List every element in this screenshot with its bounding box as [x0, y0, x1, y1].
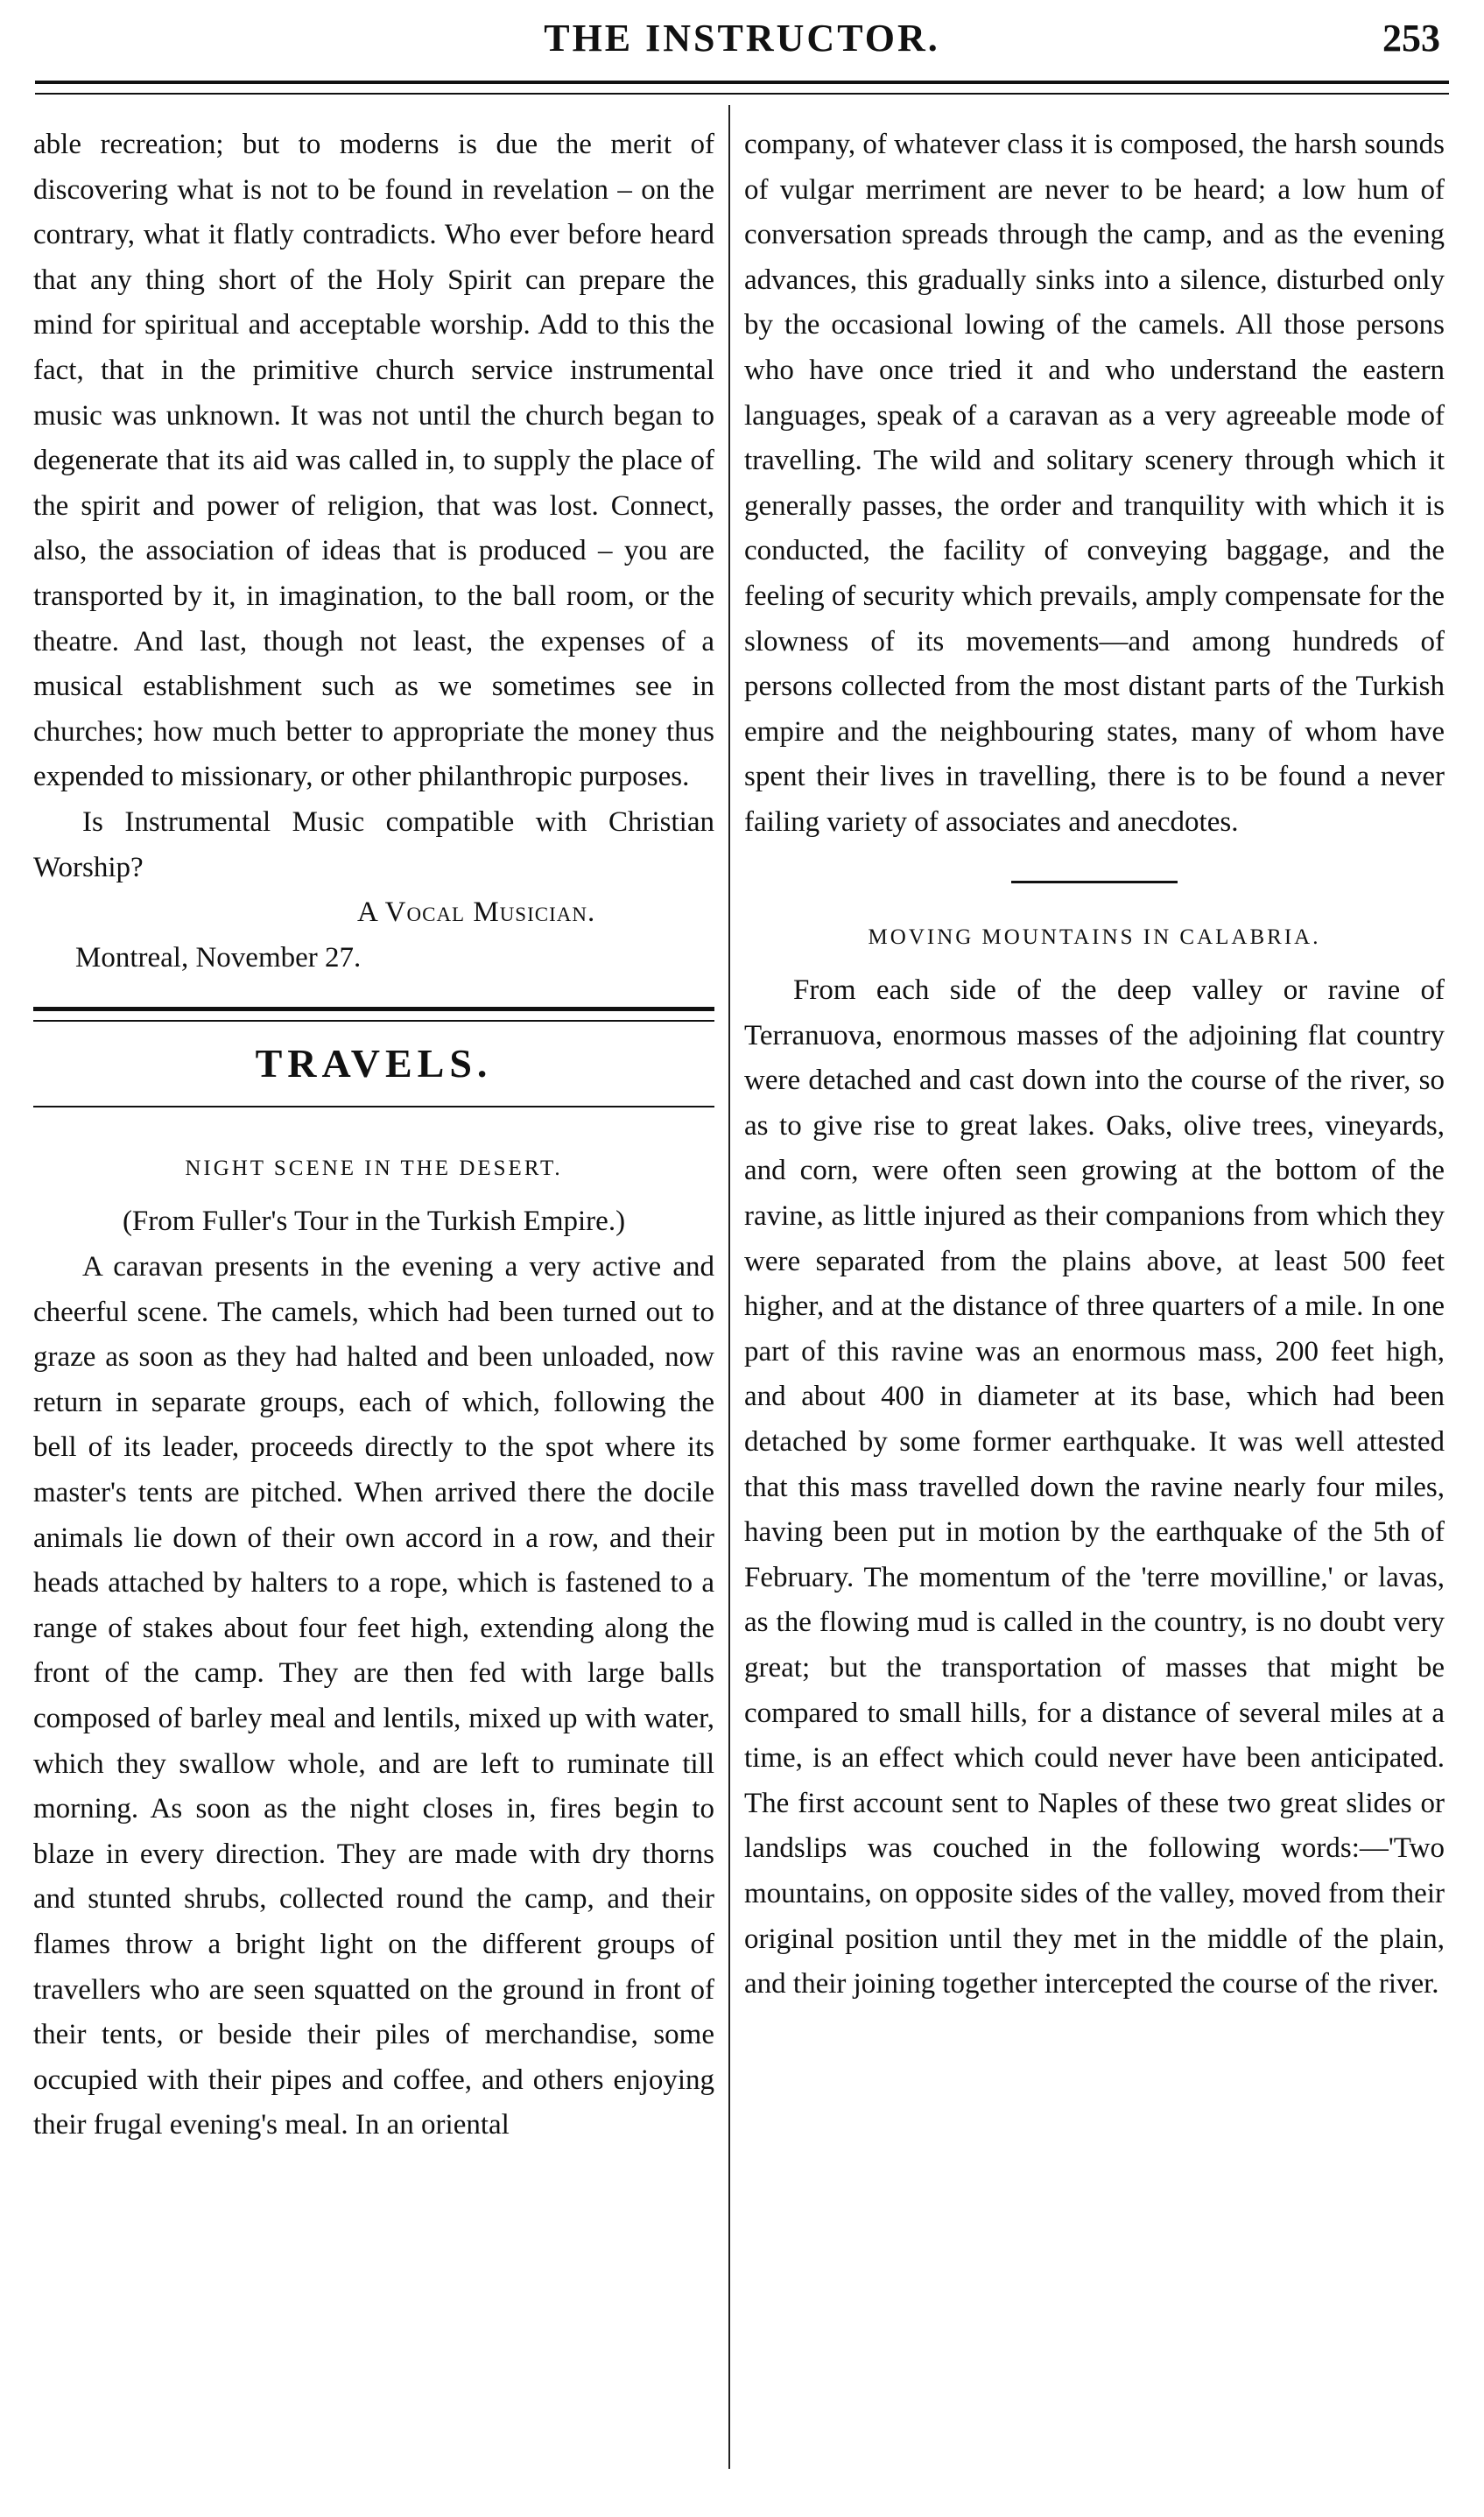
page-number: 253 — [1382, 17, 1440, 60]
article-subtitle: (From Fuller's Tour in the Turkish Empire.) — [122, 1206, 626, 1238]
section-underline — [33, 1106, 714, 1107]
section-rule — [33, 1007, 714, 1022]
article-body: From each side of the deep valley or ravine of Terranuova, enormous masses of the adjoining flat country were detached and cast down into the course of the river, so as to give rise to great lakes. Oaks, olive trees, vineyards, and corn, were often seen growing at the bottom of the ravine, as little injured as their companions from which they were separated from the plains above, at least 500 feet higher, and at the distance of three quarters of a mile. In one part of this ravine was an enormous mass, 200 feet high, and about 400 in diameter at its base, which had been detached by some former earthquake. It was well attested that this mass travelled down the ravine nearly four miles, having been put in motion by the earthquake of the 5th of February. The momentum of the 'terre movilline,' or lavas, as the flowing mud is called in the country, is no doubt very great; but the transportation of masses that might be compared to small hills, for a distance of several miles at a time, is an effect which could never have been anticipated. The first account sent to Naples of these two great slides or landslips was couched in the following words:—'Two mountains, on opposite sides of the valley, moved from their original position until they met in the middle of the plain, and their joining together intercepted the course of the river. — [744, 974, 1445, 2000]
left-column — [33, 123, 714, 2148]
masthead — [35, 16, 1449, 77]
column-divider — [728, 105, 730, 2469]
continued-paragraph: able recreation; but to moderns is due the merit of discovering what is not to be found in revelation – on the contrary, what it flatly contradicts. Who ever before heard that any thing short of the Holy Spirit can prepare the mind for spiritual and acceptable worship. Add to this the fact, that in the primitive church service instrumental music was unknown. It was not until the church began to degenerate that its aid was called in, to supply the place of the spirit and power of religion, that was lost. Connect, also, the association of ideas that is produced – you are transported by it, in imagination, to the ball room, or the theatre. And last, though not least, the expenses of a musical establishment such as we sometimes see in churches; how much better to appropriate the money thus expended to missionary, or other philanthropic purposes. — [33, 129, 714, 793]
section-heading: TRAVELS. — [255, 1041, 493, 1086]
article-title: MOVING MOUNTAINS IN CALABRIA. — [868, 925, 1321, 949]
right-column — [744, 123, 1445, 2007]
article-title: NIGHT SCENE IN THE DESERT. — [185, 1156, 563, 1180]
article-separator — [1011, 881, 1178, 883]
header-rule — [35, 81, 1449, 95]
article-body: A caravan presents in the evening a very active and cheerful scene. The camels, which had been turned out to graze as soon as they had halted and been unloaded, now return in separate groups, each of which, following the bell of its leader, proceeds directly to the spot where its master's tents are pitched. When arrived there the docile animals lie down of their own accord in a row, and their heads attached by halters to a rope, which is fastened to a range of stakes about four feet high, extending along the front of the camp. They are then fed with large balls composed of barley meal and lentils, mixed up with water, which they swallow whole, and are left to ruminate till morning. As soon as the night closes in, fires begin to blaze in every direction. They are made with dry thorns and stunted shrubs, collected round the camp, and their flames throw a bright light on the different groups of travellers who are seen squatted on the ground in front of their tents, or beside their piles of merchandise, some occupied with their pipes and coffee, and others enjoying their frugal evening's meal. In an oriental — [33, 1251, 714, 2141]
continued-paragraph: company, of whatever class it is composed, the harsh sounds of vulgar merriment are never to be heard; a low hum of conversation spreads through the camp, and as the evening advances, this gradually sinks into a silence, disturbed only by the occasional lowing of the camels. All those persons who have once tried it and who understand the eastern languages, speak of a caravan as a very agreeable mode of travelling. The wild and solitary scenery through which it generally passes, the order and tranquility with which it is conducted, the facility of conveying baggage, and the feeling of security which prevails, amply compensate for the slowness of its movements—and among hundreds of persons collected from the most distant parts of the Turkish empire and the neighbouring states, many of whom have spent their lives in travelling, there is to be found a never failing variety of associates and anecdotes. — [744, 129, 1445, 838]
closing-question: Is Instrumental Music compatible with Christian Worship? — [33, 805, 714, 883]
page-title: THE INSTRUCTOR. — [544, 17, 940, 60]
author-signature: A Vocal Musician. — [357, 896, 596, 929]
dateline: Montreal, November 27. — [75, 941, 362, 974]
